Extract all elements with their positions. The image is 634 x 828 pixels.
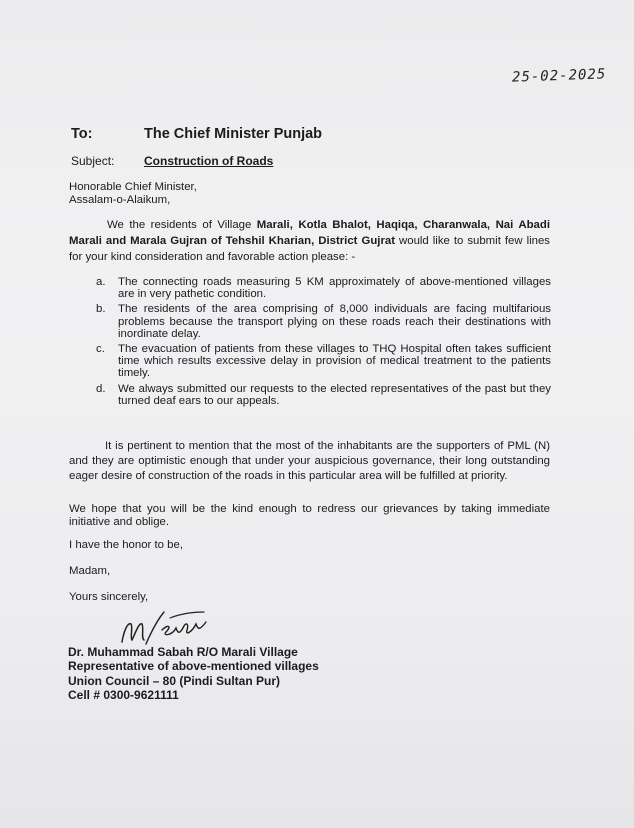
supporters-paragraph: It is pertinent to mention that the most of the inhabitants are the supporters of PML (N) and they are optimistic enough that under your auspicious governance, their long outstanding eager desire of construction of the roads in this particular area will be fulfilled at priority.	[69, 440, 550, 482]
signatory-council: Union Council – 80 (Pindi Sultan Pur)	[68, 673, 281, 688]
salutation	[69, 181, 197, 206]
list-item-text: The connecting roads measuring 5 KM approximately of above-mentioned villages are in very pathetic condition.	[118, 276, 551, 301]
intro-paragraph	[69, 217, 550, 265]
list-item	[96, 303, 551, 340]
signatory-role: Representative of above-mentioned villages	[68, 659, 319, 674]
salutation-line-2: Assalam-o-Alaikum,	[69, 193, 171, 206]
to-label: To:	[71, 126, 93, 142]
signatory-cell: Cell # 0300-9621111	[68, 687, 179, 702]
subject-title: Construction of Roads	[144, 154, 274, 168]
handwritten-date: 25-02-2025	[511, 66, 607, 86]
points-list	[96, 276, 551, 410]
list-item	[96, 343, 551, 380]
list-item	[96, 276, 551, 300]
list-item-text: The residents of the area comprising of 8,000 individuals are facing multifarious problems because the transport plying on these roads reach their destinations with inordinate delay.	[118, 303, 551, 340]
list-marker: c.	[96, 343, 105, 356]
subject-label: Subject:	[71, 154, 115, 168]
signatory-name: Dr. Muhammad Sabah R/O Marali Village	[68, 645, 298, 659]
request-paragraph: We hope that you will be the kind enough to redress our grievances by taking immediate initiative and oblige.	[69, 503, 550, 528]
intro-text-2: would like to submit few lines for your kind consideration and favorable action please: -	[69, 235, 550, 263]
list-item	[96, 383, 551, 407]
yours-sincerely: Yours sincerely,	[69, 591, 149, 603]
list-item-text: The evacuation of patients from these villages to THQ Hospital often takes sufficient time which results excessive delay in provision of medical treatment to the patients timely.	[118, 343, 551, 380]
honor-line: I have the honor to be,	[69, 539, 183, 551]
madam-line: Madam,	[69, 565, 111, 577]
village-names: Marali, Kotla Bhalot, Haqiqa, Charanwala, Nai Abadi Marali and Marala Gujran of Tehshil Kharian, District Gujrat	[69, 219, 550, 247]
list-item-text: We always submitted our requests to the elected representatives of the past but they turned deaf ears to our appeals.	[118, 382, 551, 407]
recipient-name: The Chief Minister Punjab	[144, 126, 323, 142]
salutation-line-1: Honorable Chief Minister,	[69, 181, 197, 193]
list-marker: d.	[96, 382, 106, 395]
list-marker: a.	[96, 276, 106, 288]
intro-text-1: We the residents of Village	[107, 219, 257, 231]
signatory-block	[68, 645, 319, 702]
list-marker: b.	[96, 303, 106, 316]
